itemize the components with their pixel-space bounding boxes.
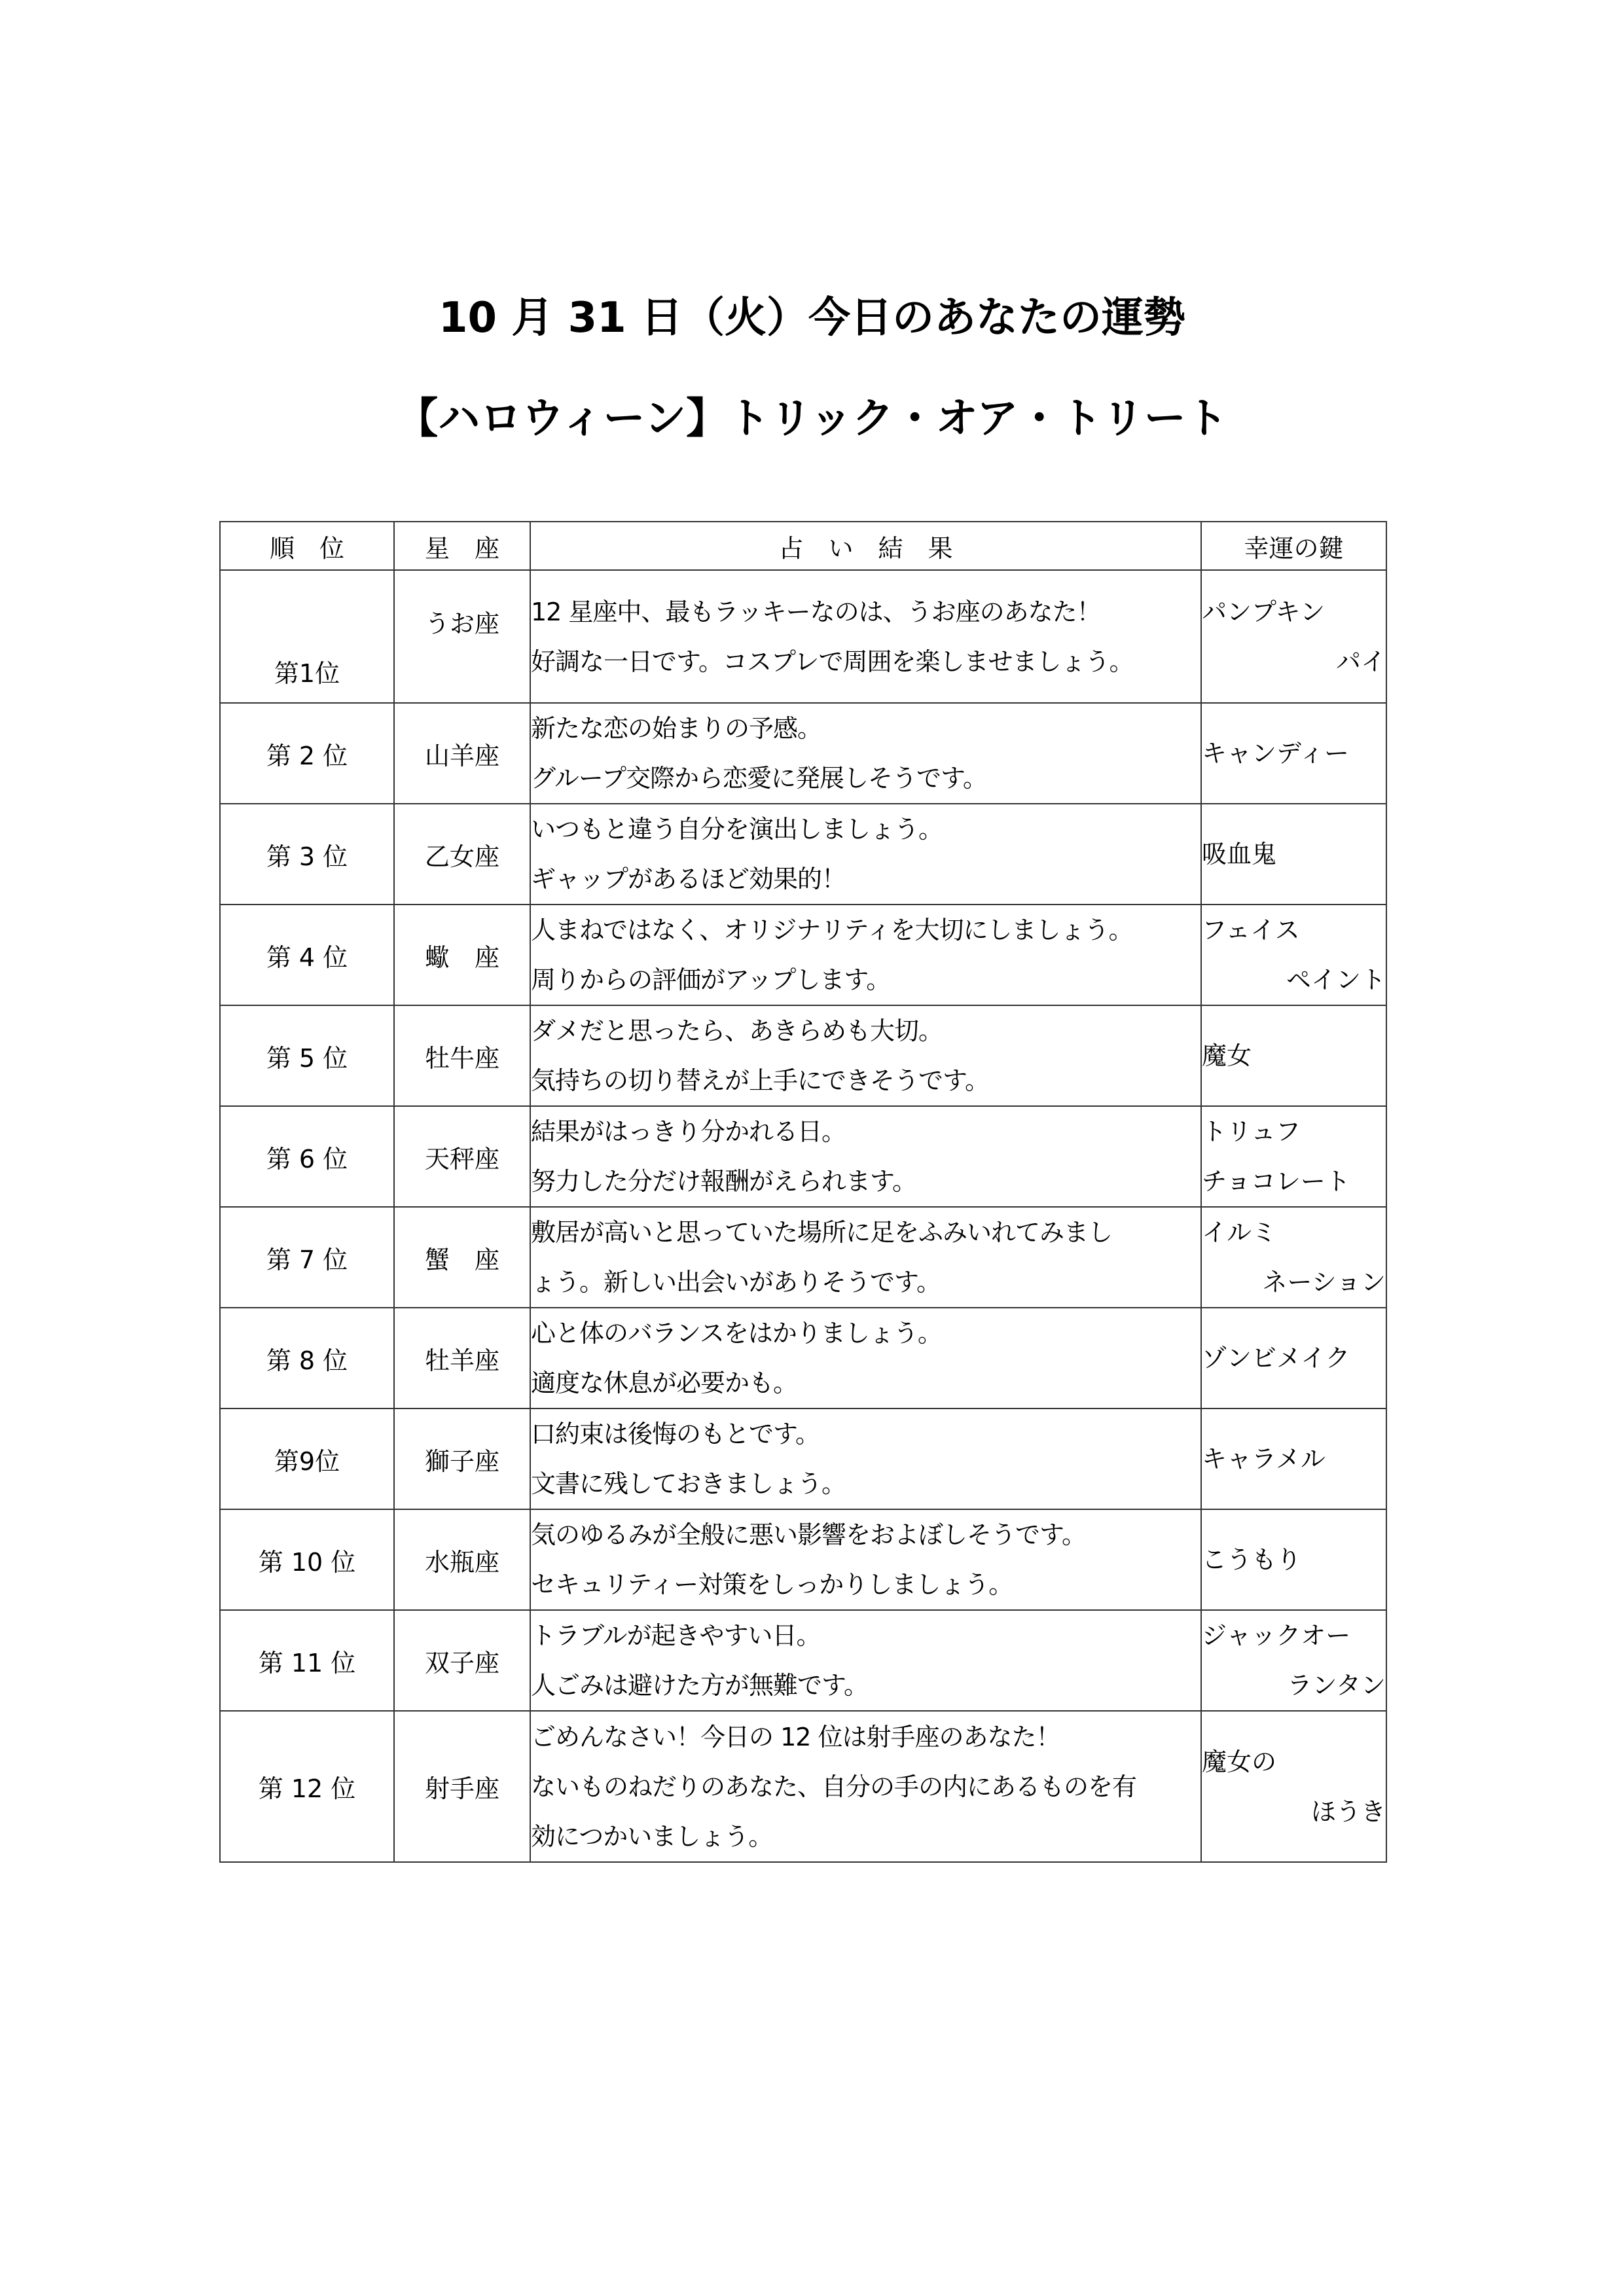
rank-cell: 第 8 位 (220, 1308, 394, 1408)
fortune-result-line: 心と体のバランスをはかりましょう。 (531, 1319, 942, 1348)
zodiac-sign-cell: 牡羊座 (394, 1308, 530, 1408)
zodiac-sign-cell: 蠍 座 (394, 905, 530, 1005)
zodiac-sign-cell: 蟹 座 (394, 1207, 530, 1308)
lucky-key-line: チョコレート (1202, 1167, 1350, 1196)
rank-cell: 第9位 (220, 1408, 394, 1509)
lucky-key-cell (1201, 1610, 1386, 1711)
header-result: 占 い 結 果 (530, 522, 1201, 570)
fortune-result-line: 効につかいましょう。 (531, 1821, 773, 1851)
lucky-key-line: 吸血鬼 (1202, 840, 1277, 869)
fortune-result-line: 敷居が高いと思っていた場所に足をふみいれてみまし (531, 1218, 1113, 1247)
table-row (220, 703, 1386, 804)
table-row (220, 1610, 1386, 1711)
fortune-result-line: 人まねではなく、オリジナリティを大切にしましょう。 (531, 916, 1133, 944)
table-row (220, 1408, 1386, 1509)
rank-cell: 第 5 位 (220, 1005, 394, 1106)
zodiac-sign-cell: 牡牛座 (394, 1005, 530, 1106)
lucky-key-line: キャラメル (1202, 1444, 1326, 1473)
lucky-key-line: ほうき (1310, 1797, 1386, 1826)
fortune-result-line: 努力した分だけ報酬がえられます。 (531, 1167, 916, 1196)
lucky-key-line: ペイント (1286, 965, 1386, 994)
lucky-key-cell (1201, 570, 1386, 703)
table-row (220, 570, 1386, 703)
fortune-table (219, 521, 1387, 1863)
page-title: 10 月 31 日（火）今日のあなたの運勢 (439, 294, 1185, 342)
lucky-key-line: キャンディー (1202, 739, 1349, 768)
lucky-key-cell (1201, 1005, 1386, 1106)
table-header-row (220, 522, 1386, 570)
table-row (220, 804, 1386, 905)
lucky-key-line: 魔女の (1202, 1747, 1277, 1776)
table-row (220, 905, 1386, 1005)
zodiac-sign-cell: 水瓶座 (394, 1509, 530, 1610)
lucky-key-cell (1201, 703, 1386, 804)
rank-cell: 第 12 位 (220, 1711, 394, 1862)
fortune-result-cell (530, 703, 1201, 804)
lucky-key-cell (1201, 905, 1386, 1005)
fortune-result-line: ごめんなさい！今日の 12 位は射手座のあなた！ (531, 1722, 1060, 1751)
rank-cell: 第 7 位 (220, 1207, 394, 1308)
table-row (220, 1005, 1386, 1106)
fortune-result-cell (530, 1711, 1201, 1862)
fortune-result-line: セキュリティー対策をしっかりしましょう。 (531, 1570, 1013, 1599)
fortune-result-line: 新たな恋の始まりの予感。 (531, 714, 822, 743)
zodiac-sign-cell: 天秤座 (394, 1106, 530, 1207)
rank-cell: 第 10 位 (220, 1509, 394, 1610)
fortune-result-cell (530, 1509, 1201, 1610)
page-subtitle: 【ハロウィーン】トリック・オア・トリート (396, 395, 1228, 443)
lucky-key-cell (1201, 804, 1386, 905)
zodiac-sign-cell: 双子座 (394, 1610, 530, 1711)
fortune-result-line: 周りからの評価がアップします。 (531, 965, 891, 994)
lucky-key-line: ジャックオー (1202, 1621, 1351, 1650)
zodiac-sign-cell: うお座 (394, 570, 530, 703)
fortune-result-line: ないものねだりのあなた、自分の手の内にあるものを有 (531, 1772, 1137, 1801)
zodiac-sign-cell: 山羊座 (394, 703, 530, 804)
fortune-result-cell (530, 1106, 1201, 1207)
fortune-result-line: 人ごみは避けた方が無難です。 (531, 1671, 868, 1700)
lucky-key-line: ネーション (1262, 1268, 1386, 1297)
lucky-key-line: ランタン (1287, 1671, 1386, 1700)
fortune-result-line: ょう。新しい出会いがありそうです。 (531, 1268, 941, 1297)
zodiac-sign-cell: 獅子座 (394, 1408, 530, 1509)
fortune-result-line: 気持ちの切り替えが上手にできそうです。 (531, 1066, 989, 1095)
table-row (220, 1207, 1386, 1308)
lucky-key-cell (1201, 1711, 1386, 1862)
lucky-key-cell (1201, 1308, 1386, 1408)
lucky-key-line: ゾンビメイク (1202, 1344, 1350, 1372)
rank-cell: 第 2 位 (220, 703, 394, 804)
lucky-key-line: 魔女 (1202, 1041, 1252, 1070)
fortune-result-line: グループ交際から恋愛に発展しそうです。 (531, 764, 987, 793)
fortune-result-line: 12 星座中、最もラッキーなのは、うお座のあなた！ (531, 597, 1101, 626)
rank-cell: 第 4 位 (220, 905, 394, 1005)
table-row (220, 1509, 1386, 1610)
fortune-result-line: ダメだと思ったら、あきらめも大切。 (531, 1016, 943, 1045)
table-row (220, 1711, 1386, 1862)
rank-cell: 第 3 位 (220, 804, 394, 905)
zodiac-sign-cell: 乙女座 (394, 804, 530, 905)
fortune-result-line: 口約束は後悔のもとです。 (531, 1420, 820, 1448)
lucky-key-line: フェイス (1202, 916, 1300, 944)
lucky-key-cell (1201, 1408, 1386, 1509)
fortune-result-cell (530, 1610, 1201, 1711)
fortune-result-line: いつもと違う自分を演出しましょう。 (531, 815, 943, 844)
fortune-result-line: トラブルが起きやすい日。 (531, 1621, 821, 1650)
rank-cell: 第 6 位 (220, 1106, 394, 1207)
fortune-result-line: ギャップがあるほど効果的！ (531, 865, 846, 893)
fortune-result-line: 適度な休息が必要かも。 (531, 1369, 798, 1397)
fortune-result-line: 結果がはっきり分かれる日。 (531, 1117, 846, 1146)
lucky-key-cell (1201, 1106, 1386, 1207)
lucky-key-line: パンプキン (1202, 597, 1326, 626)
fortune-result-cell (530, 1408, 1201, 1509)
fortune-result-cell (530, 905, 1201, 1005)
lucky-key-cell (1201, 1207, 1386, 1308)
zodiac-sign-cell: 射手座 (394, 1711, 530, 1862)
fortune-result-cell (530, 570, 1201, 703)
lucky-key-line: イルミ (1202, 1218, 1277, 1247)
lucky-key-line: こうもり (1202, 1545, 1302, 1574)
header-lucky-key: 幸運の鍵 (1201, 522, 1386, 570)
fortune-result-line: 文書に残しておきましょう。 (531, 1469, 846, 1498)
lucky-key-cell (1201, 1509, 1386, 1610)
fortune-result-line: 好調な一日です。コスプレで周囲を楽しませましょう。 (531, 647, 1134, 676)
fortune-result-cell (530, 1308, 1201, 1408)
header-sign: 星 座 (394, 522, 530, 570)
fortune-table-body (220, 570, 1386, 1862)
fortune-result-line: 気のゆるみが全般に悪い影響をおよぼしそうです。 (531, 1520, 1086, 1549)
rank-cell: 第 11 位 (220, 1610, 394, 1711)
lucky-key-line: パイ (1335, 647, 1386, 676)
header-rank: 順 位 (220, 522, 394, 570)
rank-cell: 第1位 (220, 570, 394, 703)
fortune-result-cell (530, 1005, 1201, 1106)
table-row (220, 1106, 1386, 1207)
table-row (220, 1308, 1386, 1408)
fortune-result-cell (530, 1207, 1201, 1308)
fortune-result-cell (530, 804, 1201, 905)
lucky-key-line: トリュフ (1202, 1117, 1301, 1146)
